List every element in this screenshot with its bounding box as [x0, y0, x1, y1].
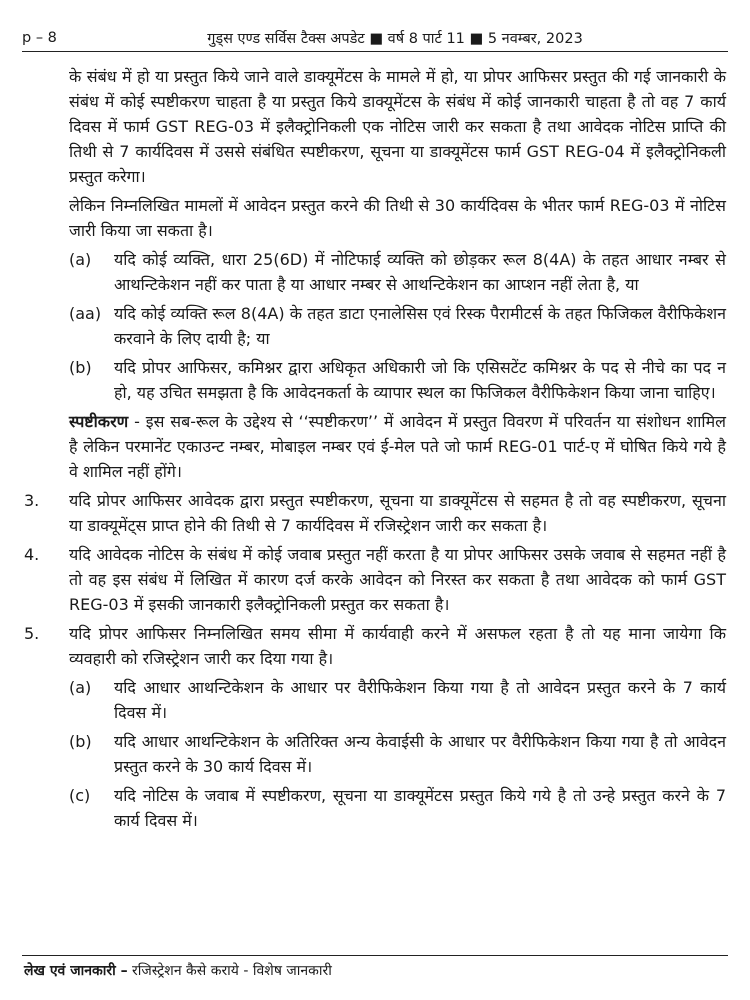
point-text: यदि आवेदक नोटिस के संबंध में कोई जवाब प्रस्तुत नहीं करता है या प्रोपर आफिसर उसके जवाब से सहमत नहीं है तो वह इस संबंध में लिखित में कारण दर्ज करके आवेदन को निरस्त कर सकता है तथा आवेदक को फार्म GST REG-03 में इसकी जानकारी इलैक्ट्रोनिकली प्रस्तुत कर सकता है। [69, 545, 726, 614]
paragraph-notice: के संबंध में हो या प्रस्तुत किये जाने वाले डाक्यूमेंटस के मामले में हो, या प्रोपर आफिसर प्रस्तुत की गई जानकारी के संबंध में कोई स्पष्टीकरण चाहता है या प्रस्तुत किये डाक्यूमेंटस के संबंध में कोई जानकारी चाहता है तो वह 7 कार्य दिवस में फार्म GST REG-03 में इलैक्ट्रोनिकली एक नोटिस जारी कर सकता है तथा आवेदक नोटिस प्राप्ति की तिथी से 7 कार्यदिवस में उससे संबंधित स्पष्टीकरण, सूचना या डाक्यूमेंटस फार्म GST REG-04 में इलैक्ट्रोनिकली प्रस्तुत करेगा। [69, 67, 726, 186]
deadline-label: (a) [69, 678, 92, 697]
deadline-text: यदि नोटिस के जवाब में स्पष्टीकरण, सूचना या डाक्यूमेंटस प्रस्तुत किये गये है तो उन्हे प्रस्तुत करने के 7 कार्य दिवस में। [114, 786, 726, 830]
point-item [24, 488, 726, 538]
page-footer [24, 961, 332, 980]
point-item [24, 621, 726, 671]
point-text: यदि प्रोपर आफिसर निम्नलिखित समय सीमा में कार्यवाही करने में असफल रहता है तो यह माना जायेगा कि व्यवहारी को रजिस्ट्रेशन जारी कर दिया गया है। [69, 624, 726, 668]
footer-topic: रजिस्ट्रेशन कैसे कराये - विशेष जानकारी [127, 963, 332, 979]
case-label: (b) [69, 358, 92, 377]
header-divider [22, 51, 728, 52]
point-label: 3. [24, 491, 40, 510]
footer-section: लेख एवं जानकारी – [24, 963, 128, 979]
case-text: यदि कोई व्यक्ति, धारा 25(6D) में नोटिफाई व्यक्ति को छोड़कर रूल 8(4A) के तहत आधार नम्बर से आथन्टिकेशन नहीं कर पाता है या आधार नम्बर से आथन्टिकेशन का आप्शन नहीं लेता है, या [114, 250, 726, 294]
point-label: 4. [24, 545, 40, 564]
footer-divider [22, 955, 728, 956]
point-item [24, 542, 726, 617]
deadline-item [24, 783, 726, 833]
explanation-text: - इस सब-रूल के उद्देश्य से ‘‘स्पष्टीकरण’’ में आवेदन में प्रस्तुत विवरण में परिवर्तन या संशोधन शामिल है लेकिन परमानेंट एकाउन्ट नम्बर, मोबाइल नम्बर एवं ई-मेल पते जो फार्म REG-01 पार्ट-ए में घोषित किये गये है वे शामिल नहीं होंगे। [69, 412, 726, 481]
deadline-text: यदि आधार आथन्टिकेशन के अतिरिक्त अन्य केवाईसी के आधार पर वैरीफिकेशन किया गया है तो आवेदन प्रस्तुत करने के 30 कार्य दिवस में। [114, 732, 726, 776]
paragraph-exceptions: लेकिन निम्नलिखित मामलों में आवेदन प्रस्तुत करने की तिथी से 30 कार्यदिवस के भीतर फार्म REG-03 में नोटिस जारी किया जा सकता है। [69, 196, 726, 240]
case-label: (aa) [69, 304, 102, 323]
point-text: यदि प्रोपर आफिसर आवेदक द्वारा प्रस्तुत स्पष्टीकरण, सूचना या डाक्यूमेंटस से सहमत है तो वह स्पष्टीकरण, सूचना या डाक्यूमेंट्स प्राप्त होने की तिथी से 7 कार्यदिवस में रजिस्ट्रेशन जारी कर सकता है। [69, 491, 726, 535]
page-header [22, 28, 728, 48]
point-label: 5. [24, 624, 40, 643]
deadline-label: (b) [69, 732, 92, 751]
page-content [24, 64, 726, 837]
deadline-item [24, 729, 726, 779]
deadline-item [24, 675, 726, 725]
page-number: p – 8 [22, 30, 57, 46]
case-item [24, 247, 726, 297]
explanation-label: स्पष्टीकरण [69, 412, 129, 431]
deadline-label: (c) [69, 786, 91, 805]
case-text: यदि प्रोपर आफिसर, कमिश्नर द्वारा अधिकृत अधिकारी जो कि एसिसटेंट कमिश्नर के पद से नीचे का पद न हो, यह उचित समझता है कि आवेदनकर्ता के व्यापार स्थल का फिजिकल वैरीफिकेशन किया जाना चाहिए। [114, 358, 726, 402]
case-item [24, 301, 726, 351]
explanation-paragraph [24, 409, 726, 484]
case-item [24, 355, 726, 405]
deadline-text: यदि आधार आथन्टिकेशन के आधार पर वैरीफिकेशन किया गया है तो आवेदन प्रस्तुत करने के 7 कार्य दिवस में। [114, 678, 726, 722]
running-title: गुड्स एण्ड सर्विस टैक्स अपडेट ■ वर्ष 8 पार्ट 11 ■ 5 नवम्बर, 2023 [207, 31, 583, 47]
case-text: यदि कोई व्यक्ति रूल 8(4A) के तहत डाटा एनालेसिस एवं रिस्क पैरामीटर्स के तहत फिजिकल वैरीफिकेशन करवाने के लिए दायी है; या [114, 304, 726, 348]
case-label: (a) [69, 250, 92, 269]
